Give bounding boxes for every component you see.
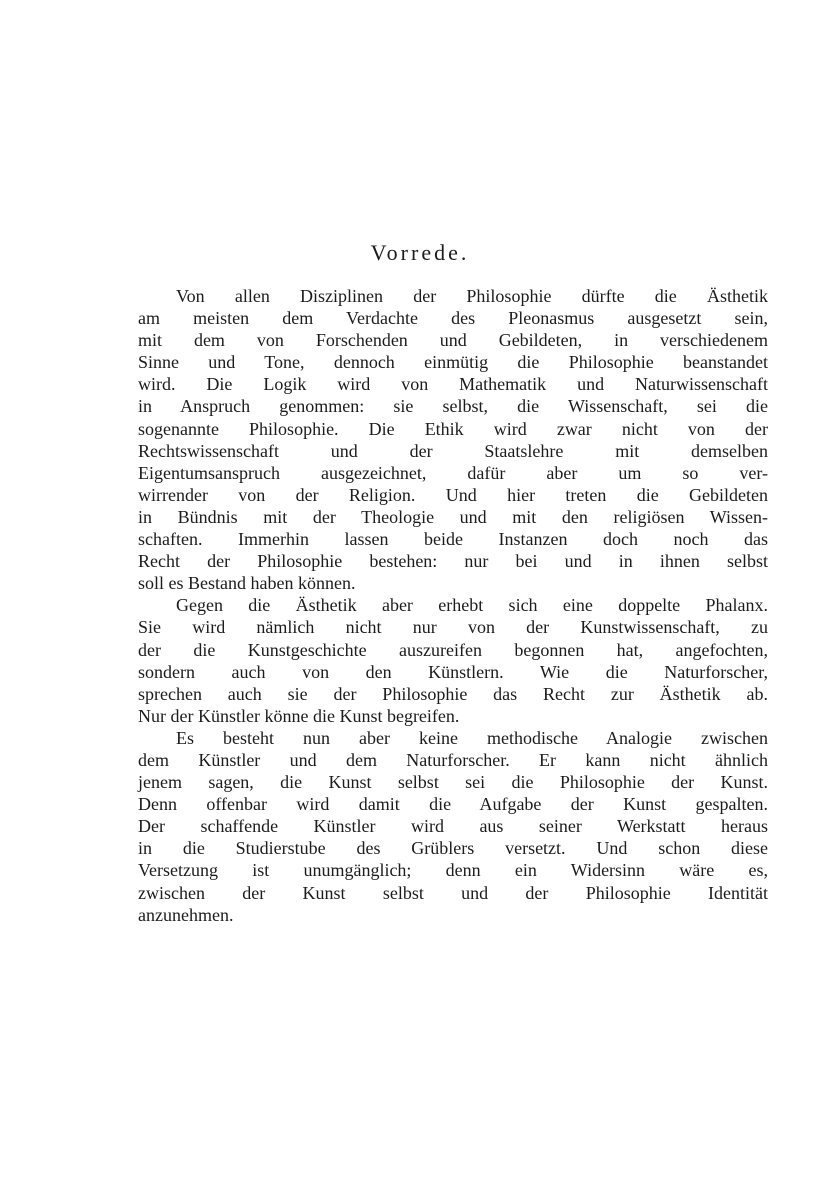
text-line: in Anspruch genommen: sie selbst, die Wissenschaft, sei die <box>138 396 768 417</box>
text-line: wird. Die Logik wird von Mathematik und Naturwissenschaft <box>138 374 768 395</box>
text-line: Eigentumsanspruch ausgezeichnet, dafür aber um so ver- <box>138 462 768 483</box>
text-line: Sinne und Tone, dennoch einmütig die Philosophie beanstandet <box>138 352 768 373</box>
text-line: der die Kunstgeschichte auszureifen begonnen hat, angefochten, <box>138 639 768 660</box>
text-line: Nur der Künstler könne die Kunst begreifen. <box>138 705 460 726</box>
text-line: Sie wird nämlich nicht nur von der Kunstwissenschaft, zu <box>138 617 768 638</box>
text-line: Recht der Philosophie bestehen: nur bei und in ihnen selbst <box>138 551 768 572</box>
text-line: am meisten dem Verdachte des Pleonasmus ausgesetzt sein, <box>138 308 768 329</box>
paragraph <box>138 285 768 594</box>
text-line: jenem sagen, die Kunst selbst sei die Philosophie der Kunst. <box>138 772 768 793</box>
text-line: zwischen der Kunst selbst und der Philosophie Identität <box>138 882 768 903</box>
text-line: Rechtswissenschaft und der Staatslehre mit demselben <box>138 440 768 461</box>
paragraph <box>138 594 768 727</box>
text-line: mit dem von Forschenden und Gebildeten, in verschiedenem <box>138 330 768 351</box>
text-line: sondern auch von den Künstlern. Wie die Naturforscher, <box>138 661 768 682</box>
text-line: dem Künstler und dem Naturforscher. Er kann nicht ähnlich <box>138 749 768 770</box>
text-line: wirrender von der Religion. Und hier treten die Gebildeten <box>138 484 768 505</box>
text-line: sprechen auch sie der Philosophie das Recht zur Ästhetik ab. <box>138 683 768 704</box>
text-line: Gegen die Ästhetik aber erhebt sich eine doppelte Phalanx. <box>176 595 768 616</box>
text-line: Der schaffende Künstler wird aus seiner Werkstatt heraus <box>138 816 768 837</box>
text-line: in die Studierstube des Grüblers versetzt. Und schon diese <box>138 838 768 859</box>
body-text <box>138 285 768 926</box>
page-title: Vorrede. <box>370 240 470 265</box>
text-line: anzunehmen. <box>138 904 234 925</box>
text-line: in Bündnis mit der Theologie und mit den religiösen Wissen- <box>138 506 768 527</box>
text-line: schaften. Immerhin lassen beide Instanzen doch noch das <box>138 529 768 550</box>
text-line: sogenannte Philosophie. Die Ethik wird zwar nicht von der <box>138 418 768 439</box>
text-line: soll es Bestand haben können. <box>138 573 356 594</box>
text-line: Von allen Disziplinen der Philosophie dürfte die Ästhetik <box>176 286 768 306</box>
paragraph <box>138 727 768 926</box>
text-line: Denn offenbar wird damit die Aufgabe der Kunst gespalten. <box>138 794 768 815</box>
text-line: Versetzung ist unumgänglich; denn ein Widersinn wäre es, <box>138 860 768 881</box>
text-line: Es besteht nun aber keine methodische Analogie zwischen <box>176 727 768 748</box>
